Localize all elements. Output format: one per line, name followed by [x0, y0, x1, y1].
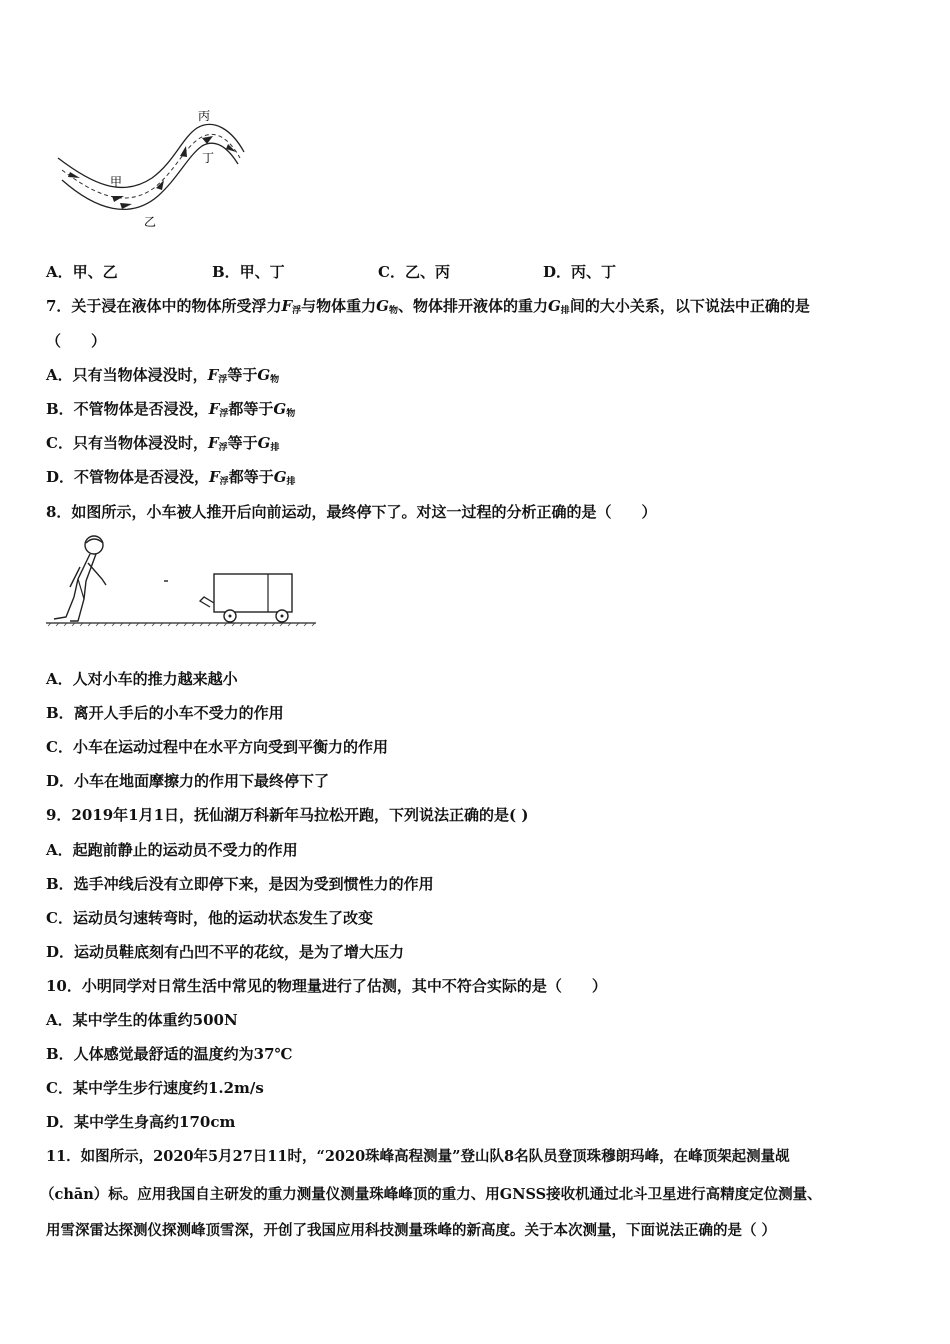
q10-option-d: D．某中学生身高约170cm	[46, 1113, 236, 1131]
q11-stem-line2: （chān）标。应用我国自主研发的重力测量仪测量珠峰峰顶的重力、用GNSS接收机通过北斗卫星进行高精度定位测量、	[40, 1186, 822, 1203]
q7-option-a: A．只有当物体浸没时，$F_浮$等于$G_物$	[46, 366, 280, 385]
q8-option-d: D．小车在地面摩擦力的作用下最终停下了	[46, 772, 330, 790]
q6-option-b: B．甲、丁	[212, 263, 285, 281]
q6-option-d: D．丙、丁	[543, 263, 617, 281]
label-yi: 乙	[144, 215, 157, 229]
q10-option-a: A．某中学生的体重约500N	[46, 1011, 238, 1029]
q11-stem-line1: 11．如图所示，2020年5月27日11时，“2020珠峰高程测量”登山队8名队员登顶珠穆朗玛峰，在峰顶架起测量觇	[46, 1148, 790, 1165]
q10-option-b: B．人体感觉最舒适的温度约为37℃	[46, 1045, 293, 1063]
q9-stem: 9．2019年1月1日，抚仙湖万科新年马拉松开跑，下列说法正确的是( )	[46, 806, 529, 824]
label-bing: 丙	[198, 109, 211, 123]
q10-stem: 10．小明同学对日常生活中常见的物理量进行了估测，其中不符合实际的是（ ）	[46, 977, 607, 995]
q9-option-d: D．运动员鞋底刻有凸凹不平的花纹，是为了增大压力	[46, 943, 405, 961]
q6-option-a: A．甲、乙	[46, 263, 118, 281]
q9-option-c: C．运动员匀速转弯时，他的运动状态发生了改变	[46, 909, 373, 927]
q7-option-b: B．不管物体是否浸没，$F_浮$都等于$G_物$	[46, 400, 296, 419]
label-jia: 甲	[110, 175, 123, 189]
curved-channel-figure	[52, 100, 252, 232]
q8-stem: 8．如图所示，小车被人推开后向前运动，最终停下了。对这一过程的分析正确的是（ ）	[46, 503, 657, 521]
q7-option-d: D．不管物体是否浸没，$F_浮$都等于$G_排$	[46, 468, 296, 487]
q7-option-c: C．只有当物体浸没时，$F_浮$等于$G_排$	[46, 434, 280, 453]
q9-option-b: B．选手冲线后没有立即停下来，是因为受到惯性力的作用	[46, 875, 434, 893]
q9-option-a: A．起跑前静止的运动员不受力的作用	[46, 841, 298, 859]
person-pushing-cart-figure	[44, 533, 320, 633]
q10-option-c: C．某中学生步行速度约1.2m/s	[46, 1079, 264, 1097]
q7-stem: 7．关于浸在液体中的物体所受浮力$F_浮$与物体重力$G_物$、物体排开液体的重力$G_排$间的大小关系，以下说法中正确的是	[46, 297, 810, 316]
q11-stem-line3: 用雪深雷达探测仪探测峰顶雪深，开创了我国应用科技测量珠峰的新高度。关于本次测量，下面说法正确的是（ ）	[46, 1222, 777, 1239]
q6-option-c: C．乙、丙	[378, 263, 450, 281]
q8-option-c: C．小车在运动过程中在水平方向受到平衡力的作用	[46, 738, 388, 756]
q7-paren: （ ）	[46, 332, 107, 350]
q8-option-a: A．人对小车的推力越来越小	[46, 670, 238, 688]
q8-option-b: B．离开人手后的小车不受力的作用	[46, 704, 284, 722]
label-ding: 丁	[202, 151, 215, 165]
